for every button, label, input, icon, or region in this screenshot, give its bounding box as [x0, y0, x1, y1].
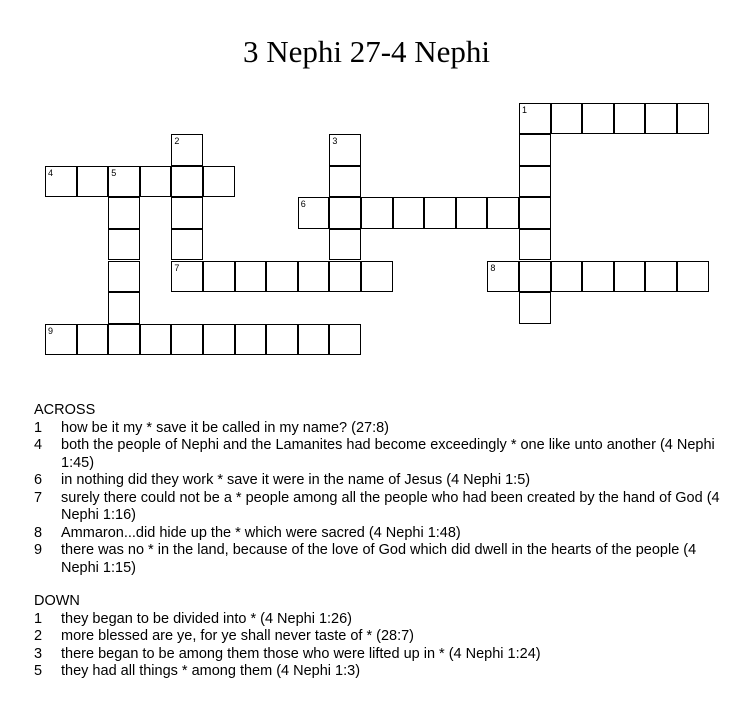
- down-section: [34, 593, 724, 681]
- grid-cell[interactable]: [77, 166, 109, 198]
- grid-cell[interactable]: [519, 229, 551, 261]
- clue-number: 5: [34, 663, 43, 679]
- clues-panel: [34, 402, 724, 681]
- grid-cell[interactable]: [519, 261, 551, 293]
- grid-cell[interactable]: [329, 229, 361, 261]
- across-clue-9: [34, 542, 724, 577]
- grid-cell[interactable]: [45, 166, 77, 198]
- grid-cell[interactable]: [140, 166, 172, 198]
- clue-text: they began to be divided into * (4 Nephi 1:26): [61, 610, 353, 627]
- clue-number: 4: [34, 437, 43, 453]
- grid-cell[interactable]: [266, 324, 298, 356]
- grid-cell[interactable]: [551, 103, 583, 135]
- grid-cell[interactable]: [108, 229, 140, 261]
- grid-cell[interactable]: [614, 103, 646, 135]
- grid-cell[interactable]: [361, 261, 393, 293]
- grid-cell[interactable]: [519, 166, 551, 198]
- grid-cell[interactable]: [487, 197, 519, 229]
- grid-cell[interactable]: [551, 261, 583, 293]
- grid-cell[interactable]: [456, 197, 488, 229]
- grid-cell[interactable]: [645, 261, 677, 293]
- page-title: 3 Nephi 27-4 Nephi: [242, 34, 491, 69]
- clue-number: 7: [34, 489, 43, 506]
- cell-number: 7: [174, 262, 180, 273]
- grid-cell[interactable]: [393, 197, 425, 229]
- cell-number: 2: [174, 136, 180, 147]
- clue-number: 3: [34, 645, 43, 662]
- grid-cell[interactable]: [582, 103, 614, 135]
- clue-text: how be it my * save it be called in my name? (27:8): [61, 419, 390, 436]
- grid-cell[interactable]: [329, 166, 361, 198]
- down-clue-2: [34, 628, 724, 646]
- grid-cell[interactable]: [677, 261, 709, 293]
- grid-cell[interactable]: [519, 292, 551, 324]
- grid-cell[interactable]: [108, 324, 140, 356]
- clue-number: 2: [34, 628, 43, 644]
- cell-number: 9: [48, 325, 54, 336]
- across-clue-1: [34, 420, 724, 438]
- cell-number: 8: [490, 262, 496, 273]
- grid-cell[interactable]: [203, 166, 235, 198]
- grid-cell[interactable]: [171, 166, 203, 198]
- across-heading: ACROSS: [34, 402, 96, 418]
- grid-cell[interactable]: [235, 261, 267, 293]
- down-clue-5: [34, 663, 724, 681]
- grid-cell[interactable]: [329, 134, 361, 166]
- cell-number: 5: [111, 167, 117, 178]
- grid-cell[interactable]: [361, 197, 393, 229]
- clue-text: in nothing did they work * save it were in the name of Jesus (4 Nephi 1:5): [61, 472, 531, 488]
- clue-text: more blessed are ye, for ye shall never taste of * (28:7): [61, 628, 415, 644]
- across-clue-7: [34, 490, 724, 525]
- grid-cell[interactable]: [519, 134, 551, 166]
- grid-cell[interactable]: [171, 229, 203, 261]
- grid-cell[interactable]: [235, 324, 267, 356]
- grid-cell[interactable]: [519, 197, 551, 229]
- grid-cell[interactable]: [298, 261, 330, 293]
- grid-cell[interactable]: [645, 103, 677, 135]
- down-heading: DOWN: [34, 593, 80, 609]
- grid-cell[interactable]: [108, 166, 140, 198]
- down-clue-1: [34, 611, 724, 629]
- clue-text: both the people of Nephi and the Lamanites had become exceedingly * one like unto another (4 Nephi 1:45): [61, 437, 715, 471]
- clue-text: they had all things * among them (4 Nephi 1:3): [61, 663, 361, 679]
- grid-cell[interactable]: [171, 197, 203, 229]
- grid-cell[interactable]: [108, 261, 140, 293]
- clue-number: 9: [34, 542, 43, 558]
- clue-text: there was no * in the land, because of the love of God which did dwell in the hearts of the people (4 Nephi 1:15): [61, 542, 697, 576]
- grid-cell[interactable]: [140, 324, 172, 356]
- grid-cell[interactable]: [45, 324, 77, 356]
- grid-cell[interactable]: [487, 261, 519, 293]
- cell-number: 1: [522, 104, 528, 115]
- grid-cell[interactable]: [329, 197, 361, 229]
- clue-number: 1: [34, 419, 43, 436]
- grid-cell[interactable]: [298, 324, 330, 356]
- grid-cell[interactable]: [171, 324, 203, 356]
- grid-cell[interactable]: [171, 134, 203, 166]
- grid-cell[interactable]: [266, 261, 298, 293]
- cell-number: 6: [300, 199, 306, 210]
- clue-number: 6: [34, 472, 43, 488]
- grid-cell[interactable]: [614, 261, 646, 293]
- grid-cell[interactable]: [298, 197, 330, 229]
- across-clue-4: [34, 437, 724, 472]
- clue-text: there began to be among them those who were lifted up in * (4 Nephi 1:24): [61, 645, 541, 662]
- grid-cell[interactable]: [424, 197, 456, 229]
- clue-text: Ammaron...did hide up the * which were sacred (4 Nephi 1:48): [61, 524, 461, 541]
- across-clue-8: [34, 525, 724, 543]
- cell-number: 4: [48, 167, 54, 178]
- cell-number: 3: [332, 136, 338, 147]
- across-section: [34, 402, 724, 577]
- grid-cell[interactable]: [108, 197, 140, 229]
- grid-cell[interactable]: [677, 103, 709, 135]
- across-clue-6: [34, 472, 724, 490]
- grid-cell[interactable]: [171, 261, 203, 293]
- down-clue-3: [34, 646, 724, 664]
- grid-cell[interactable]: [77, 324, 109, 356]
- grid-cell[interactable]: [329, 261, 361, 293]
- clue-number: 8: [34, 524, 43, 541]
- grid-cell[interactable]: [519, 103, 551, 135]
- clue-number: 1: [34, 610, 43, 627]
- grid-cell[interactable]: [203, 324, 235, 356]
- grid-cell[interactable]: [108, 292, 140, 324]
- grid-cell[interactable]: [582, 261, 614, 293]
- grid-cell[interactable]: [203, 261, 235, 293]
- grid-cell[interactable]: [329, 324, 361, 356]
- clue-text: surely there could not be a * people among all the people who had been created by the hand of God (4 Nephi 1:16): [61, 489, 720, 523]
